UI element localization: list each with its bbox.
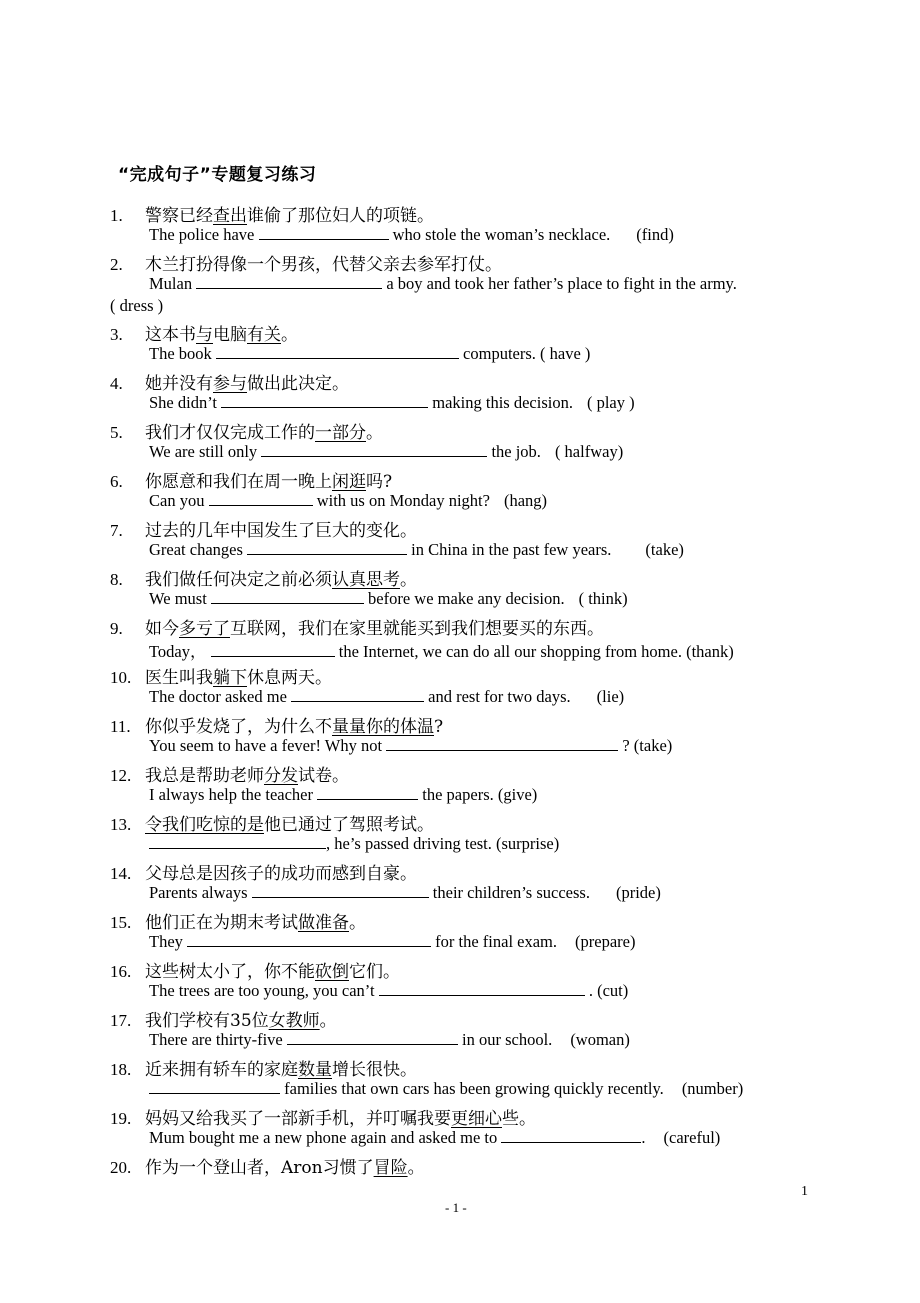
sentence-text: 休息两天。	[247, 668, 332, 688]
word-hint: (careful)	[663, 1128, 721, 1147]
sentence-text: with us on Monday night?	[312, 491, 490, 510]
chinese-sentence	[110, 565, 417, 590]
sentence-text: .	[641, 1128, 646, 1147]
sentence-text: 我们学校有35位	[145, 1011, 269, 1031]
sentence-text: Great changes	[149, 540, 248, 559]
chinese-sentence	[110, 1153, 425, 1178]
sentence-text: 它们。	[349, 962, 400, 982]
english-sentence	[149, 274, 737, 294]
key-phrase: 砍倒	[315, 962, 349, 982]
key-phrase: 量量你的体温	[332, 717, 434, 737]
english-sentence	[149, 344, 590, 364]
key-phrase: 躺下	[213, 668, 247, 688]
item-number: 10.	[110, 668, 132, 687]
english-sentence	[149, 393, 635, 413]
sentence-text: 妈妈又给我买了一部新手机，并叮嘱我要	[145, 1109, 451, 1129]
chinese-sentence	[110, 761, 349, 786]
exercise-item	[110, 858, 810, 907]
item-number: 6.	[110, 472, 123, 491]
item-number: 7.	[110, 521, 123, 540]
sentence-text: the papers. (give)	[418, 785, 538, 804]
sentence-text: 增长很快。	[332, 1060, 417, 1080]
exercise-item	[110, 564, 810, 613]
sentence-text: They	[149, 932, 188, 951]
english-sentence	[149, 932, 635, 952]
key-phrase: 做准备	[298, 913, 349, 933]
item-number: 3.	[110, 325, 123, 344]
sentence-text: their children’s success.	[428, 883, 590, 902]
key-phrase: 认真思考	[332, 570, 400, 590]
exercise-item	[110, 662, 810, 711]
exercise-item	[110, 1152, 810, 1201]
sentence-text: Today，	[149, 642, 211, 661]
sentence-text: 警察已经	[145, 206, 213, 226]
answer-blank[interactable]	[291, 687, 424, 702]
answer-blank[interactable]	[209, 491, 313, 506]
answer-blank[interactable]	[379, 981, 585, 996]
item-number: 8.	[110, 570, 123, 589]
item-number: 14.	[110, 864, 132, 883]
word-hint: (prepare)	[575, 932, 636, 951]
sentence-text: 我总是帮助老师	[145, 766, 264, 786]
sentence-text: families that own cars has been growing quickly recently.	[280, 1079, 664, 1098]
english-sentence	[149, 638, 734, 662]
english-sentence	[149, 1030, 630, 1050]
exercise-item	[110, 760, 810, 809]
sentence-text: the Internet, we can do all our shopping from home. (thank)	[334, 642, 734, 661]
word-hint: (woman)	[570, 1030, 630, 1049]
chinese-sentence	[110, 250, 502, 275]
answer-blank[interactable]	[211, 589, 364, 604]
key-phrase: 女教师	[268, 1011, 320, 1031]
page-footer: - 1 -	[445, 1200, 467, 1215]
item-number: 16.	[110, 962, 132, 981]
english-sentence	[149, 442, 623, 462]
key-phrase: 分发	[264, 766, 298, 786]
sentence-text: The trees are too young, you can’t	[149, 981, 379, 1000]
sentence-text: who stole the woman’s necklace.	[388, 225, 611, 244]
answer-blank[interactable]	[149, 1079, 280, 1094]
english-sentence	[149, 1128, 720, 1148]
exercise-item	[110, 466, 810, 515]
answer-blank[interactable]	[261, 442, 487, 457]
chinese-sentence	[110, 614, 604, 639]
english-sentence	[149, 687, 624, 707]
sentence-text: for the final exam.	[431, 932, 558, 951]
item-number: 1.	[110, 206, 123, 225]
sentence-text: 。	[281, 325, 298, 345]
chinese-sentence	[110, 418, 383, 443]
sentence-text: Mulan	[149, 274, 197, 293]
english-sentence	[149, 834, 559, 854]
item-number: 17.	[110, 1011, 132, 1030]
answer-blank[interactable]	[149, 834, 326, 849]
sentence-text: . (cut)	[584, 981, 629, 1000]
item-number: 15.	[110, 913, 132, 932]
sentence-text: Mum bought me a new phone again and asked me to	[149, 1128, 502, 1147]
word-hint: ( play )	[586, 393, 635, 412]
english-sentence	[149, 491, 547, 511]
corner-page-number: 1	[801, 1184, 808, 1199]
chinese-sentence	[110, 320, 298, 345]
sentence-text: The police have	[149, 225, 259, 244]
sentence-text: computers. ( have )	[458, 344, 591, 363]
exercise-item	[110, 200, 810, 249]
chinese-sentence	[110, 712, 443, 737]
key-phrase: 多亏了	[179, 619, 230, 639]
sentence-text: the job.	[487, 442, 541, 461]
answer-blank[interactable]	[501, 1128, 641, 1143]
chinese-sentence	[110, 810, 434, 835]
sentence-text: The book	[149, 344, 216, 363]
sentence-text: 互联网，我们在家里就能买到我们想要买的东西。	[230, 619, 604, 639]
exercise-item	[110, 907, 810, 956]
key-phrase: 查出	[213, 206, 247, 226]
answer-blank[interactable]	[211, 642, 335, 657]
sentence-text: 木兰打扮得像一个男孩，代替父亲去参军打仗。	[145, 255, 502, 275]
chinese-sentence	[110, 1006, 337, 1031]
sentence-text: 谁偷了那位妇人的项链。	[247, 206, 434, 226]
key-phrase: 闲逛	[332, 472, 366, 492]
english-sentence	[149, 540, 684, 560]
exercise-item	[110, 711, 810, 760]
sentence-text: 我们做任何决定之前必须	[145, 570, 332, 590]
sentence-text: You seem to have a fever! Why not	[149, 736, 387, 755]
sentence-text: 。	[366, 423, 383, 443]
sentence-text: 。	[407, 1158, 425, 1178]
key-phrase: 冒险	[373, 1158, 408, 1178]
exercise-item	[110, 809, 810, 858]
sentence-text: I always help the teacher	[149, 785, 318, 804]
word-hint: ( halfway)	[554, 442, 624, 461]
english-sentence	[149, 589, 628, 609]
chinese-sentence	[110, 1104, 536, 1129]
key-phrase: 令我们吃惊的是	[145, 815, 264, 835]
word-hint: (hang)	[503, 491, 548, 510]
word-hint: (take)	[645, 540, 684, 559]
sentence-text: , he’s passed driving test. (surprise)	[326, 834, 560, 853]
sentence-text: 这些树太小了，你不能	[145, 962, 315, 982]
chinese-sentence	[110, 908, 366, 933]
item-number: 9.	[110, 619, 123, 638]
sentence-text: in China in the past few years.	[407, 540, 612, 559]
sentence-text: making this decision.	[428, 393, 573, 412]
english-sentence	[149, 883, 661, 903]
chinese-sentence	[110, 516, 417, 541]
sentence-text: 近来拥有轿车的家庭	[145, 1060, 298, 1080]
english-sentence	[149, 1079, 743, 1099]
answer-blank[interactable]	[252, 883, 429, 898]
sentence-text: The doctor asked me	[149, 687, 292, 706]
sentence-text: a boy and took her father’s place to fight in the army.	[382, 274, 737, 293]
sentence-text: 我们才仅仅完成工作的	[145, 423, 315, 443]
sentence-text: 医生叫我	[145, 668, 213, 688]
item-number: 18.	[110, 1060, 132, 1079]
exercise-item	[110, 249, 810, 319]
sentence-text: before we make any decision.	[363, 589, 565, 608]
word-hint: ( think)	[578, 589, 628, 608]
sentence-text: 些。	[502, 1109, 536, 1129]
sentence-text: 。	[400, 570, 417, 590]
key-phrase: 与	[196, 325, 213, 345]
exercise-item	[110, 319, 810, 368]
answer-blank[interactable]	[247, 540, 407, 555]
sentence-text: 她并没有	[145, 374, 213, 394]
word-hint: (find)	[636, 225, 674, 244]
item-number: 19.	[110, 1109, 132, 1128]
key-phrase: 一部分	[315, 423, 366, 443]
exercise-item	[110, 956, 810, 1005]
exercise-item	[110, 1005, 810, 1054]
sentence-text: 你愿意和我们在周一晚上	[145, 472, 332, 492]
item-number: 2.	[110, 255, 123, 274]
chinese-sentence	[110, 859, 417, 884]
key-phrase: 更细心	[451, 1109, 502, 1129]
exercise-item	[110, 515, 810, 564]
answer-blank[interactable]	[187, 932, 431, 947]
sentence-text: We are still only	[149, 442, 262, 461]
sentence-text: We must	[149, 589, 211, 608]
item-number: 13.	[110, 815, 132, 834]
word-hint: (pride)	[615, 883, 661, 902]
sentence-text: ? (take)	[618, 736, 673, 755]
chinese-sentence	[110, 957, 400, 982]
sentence-text: 。	[319, 1011, 337, 1031]
sentence-text: 过去的几年中国发生了巨大的变化。	[145, 521, 417, 541]
exercise-item	[110, 417, 810, 466]
item-number: 20.	[110, 1158, 132, 1177]
sentence-text: There are thirty-five	[149, 1030, 287, 1049]
sentence-text: 。	[349, 913, 366, 933]
exercise-item	[110, 1103, 810, 1152]
exercise-item	[110, 613, 810, 662]
item-number: 4.	[110, 374, 123, 393]
sentence-text: Parents always	[149, 883, 252, 902]
answer-blank[interactable]	[317, 785, 418, 800]
chinese-sentence	[110, 467, 392, 492]
word-hint: (lie)	[596, 687, 625, 706]
sentence-text: 作为一个登山者，Aron习惯了	[145, 1158, 374, 1178]
english-sentence	[149, 736, 672, 756]
sentence-text: and rest for two days.	[424, 687, 571, 706]
key-phrase: 有关	[247, 325, 281, 345]
sentence-text: 他已通过了驾照考试。	[264, 815, 434, 835]
sentence-text: 电脑	[213, 325, 247, 345]
chinese-sentence	[110, 201, 434, 226]
chinese-sentence	[110, 1055, 417, 1080]
sentence-text: Can you	[149, 491, 209, 510]
sentence-text: 父母总是因孩子的成功而感到自豪。	[145, 864, 417, 884]
sentence-text: 试卷。	[298, 766, 349, 786]
answer-blank[interactable]	[216, 344, 459, 359]
sentence-text: 如今	[145, 619, 179, 639]
sentence-text: 做出此决定。	[247, 374, 349, 394]
sentence-text: in our school.	[457, 1030, 553, 1049]
word-hint: ( dress )	[110, 296, 164, 315]
answer-blank[interactable]	[196, 274, 382, 289]
sentence-text: 他们正在为期末考试	[145, 913, 298, 933]
answer-blank[interactable]	[221, 393, 428, 408]
chinese-sentence	[110, 369, 349, 394]
sentence-text: ?	[434, 717, 444, 737]
answer-blank[interactable]	[259, 225, 389, 240]
key-phrase: 数量	[298, 1060, 332, 1080]
exercise-item	[110, 1054, 810, 1103]
chinese-sentence	[110, 663, 332, 688]
answer-blank[interactable]	[287, 1030, 458, 1045]
key-phrase: 参与	[213, 374, 247, 394]
english-sentence	[149, 225, 674, 245]
exercise-item	[110, 368, 810, 417]
sentence-text: She didn’t	[149, 393, 222, 412]
exercise-list	[110, 200, 810, 1201]
item-number: 11.	[110, 717, 131, 736]
sentence-text: 吗?	[366, 472, 393, 492]
sentence-text: 你似乎发烧了，为什么不	[145, 717, 332, 737]
english-sentence	[149, 981, 628, 1001]
item-number: 5.	[110, 423, 123, 442]
answer-blank[interactable]	[386, 736, 618, 751]
english-sentence	[149, 785, 537, 805]
page-title: “完成句子”专题复习练习	[118, 165, 317, 185]
sentence-text: 这本书	[145, 325, 196, 345]
item-number: 12.	[110, 766, 132, 785]
word-hint: (number)	[681, 1079, 744, 1098]
